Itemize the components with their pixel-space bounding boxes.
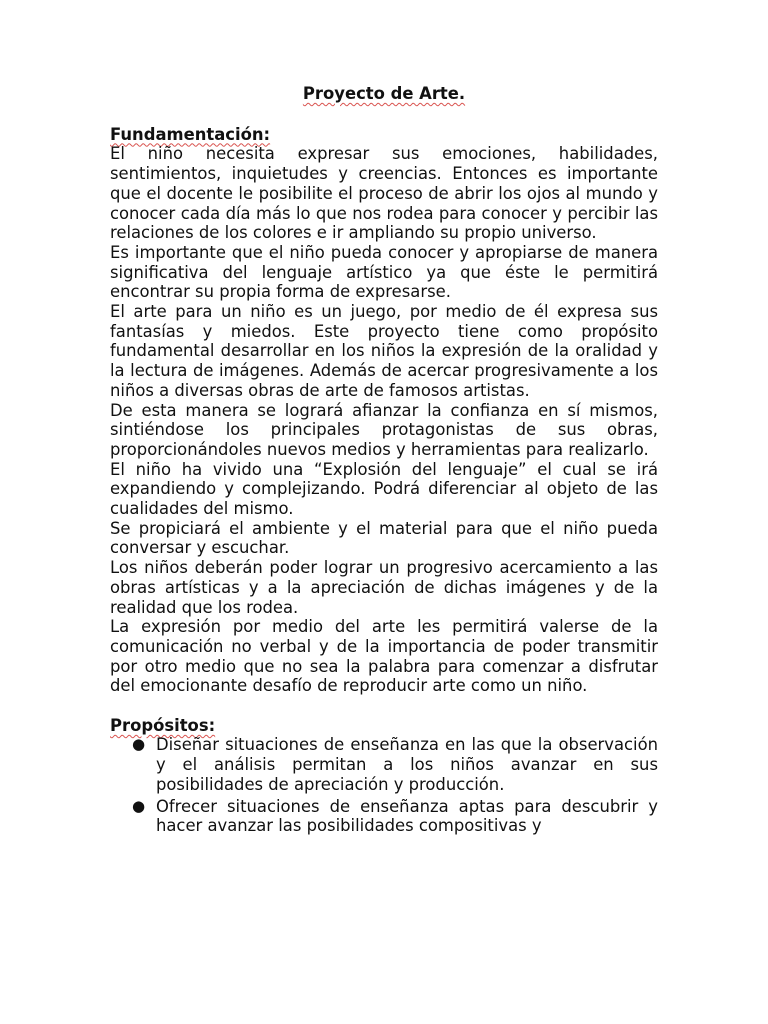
bullet-icon: ●: [132, 735, 146, 754]
propositos-list: [110, 735, 658, 836]
list-item: [110, 735, 658, 794]
document-body: [110, 84, 658, 838]
fundamentacion-section: [110, 144, 658, 696]
blank-line: [110, 696, 658, 716]
paragraph: El niño necesita expresar sus emociones, habilidades, sentimientos, inquietudes y creencias. Entonces es importante que el docente le posibilite el proceso de abrir los ojos al mundo y conocer cada día más lo que nos rodea para conocer y percibir las relaciones de los colores e ir ampliando su propio universo.: [110, 144, 658, 243]
list-item: [110, 797, 658, 836]
paragraph: Se propiciará el ambiente y el material para que el niño pueda conversar y escuchar.: [110, 518, 658, 558]
paragraph: La expresión por medio del arte les permitirá valerse de la comunicación no verbal y de la importancia de poder transmitir por otro medio que no sea la palabra para comenzar a disfrutar del emocionante desafío de reproducir arte como un niño.: [110, 617, 658, 696]
paragraph: Es importante que el niño pueda conocer y apropiarse de manera significativa del lenguaje artístico ya que éste le permitirá encontrar su propia forma de expresarse.: [110, 242, 658, 302]
bullet-icon: ●: [132, 796, 146, 815]
paragraph: El niño ha vivido una “Explosión del lenguaje” el cual se irá expandiendo y complejizando. Podrá diferenciar al objeto de las cualidades del mismo.: [110, 459, 658, 519]
page-title: Proyecto de Arte.: [302, 84, 466, 103]
list-item-text: Diseñar situaciones de enseñanza en las que la observación y el análisis permitan a los niños avanzar en sus posibilidades de apreciación y producción.: [156, 735, 658, 794]
paragraph: Los niños deberán poder lograr un progresivo acercamiento a las obras artísticas y a la apreciación de dichas imágenes y de la realidad que los rodea.: [110, 558, 658, 617]
list-item-text: Ofrecer situaciones de enseñanza aptas para descubrir y hacer avanzar las posibilidades compositivas y: [156, 796, 658, 836]
section-heading-fundamentacion: Fundamentación:: [110, 124, 271, 144]
section-heading-propositos: Propósitos:: [110, 715, 216, 735]
paragraph: De esta manera se logrará afianzar la confianza en sí mismos, sintiéndose los principales protagonistas de sus obras, proporcionándoles nuevos medios y herramientas para realizarlo.: [110, 400, 658, 459]
paragraph: El arte para un niño es un juego, por medio de él expresa sus fantasías y miedos. Este proyecto tiene como propósito fundamental desarrollar en los niños la expresión de la oralidad y la lectura de imágenes. Además de acercar progresivamente a los niños a diversas obras de arte de famosos artistas.: [110, 302, 658, 400]
